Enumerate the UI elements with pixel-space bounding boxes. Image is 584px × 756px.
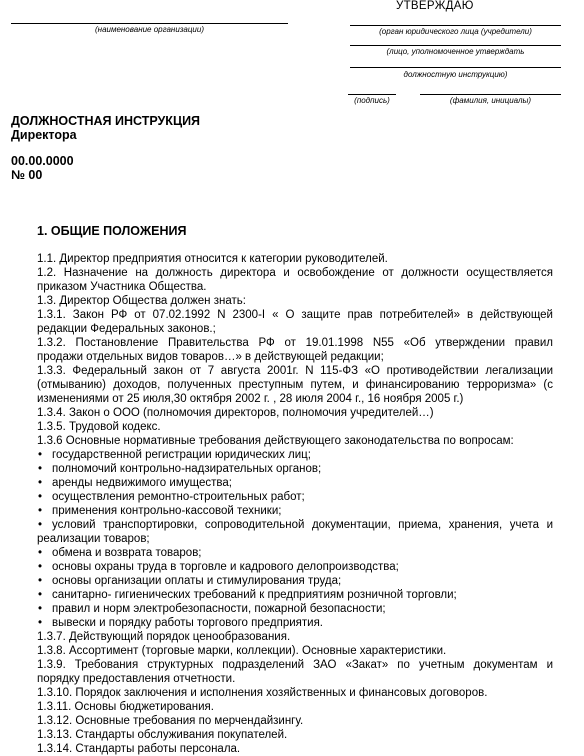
bullet-item: • правил и норм электробезопасности, пожарной безопасности; [37, 602, 553, 616]
approver-caption-1: (орган юридического лица (учредители) [379, 27, 532, 36]
bullet-item: • государственной регистрации юридических лиц; [37, 448, 553, 462]
approver-line-2 [350, 45, 561, 46]
bullet-item: • осуществления ремонтно-строительных работ; [37, 490, 553, 504]
org-name-line [11, 23, 288, 24]
clause-1-3-1: 1.3.1. Закон РФ от 07.02.1992 N 2300-I « О защите прав потребителей» в действующей [37, 309, 553, 321]
clause-1-3-12: 1.3.12. Основные требования по мерчендайзингу. [37, 715, 304, 727]
bullet-item: • вывески и порядку работы торгового предприятия. [37, 616, 553, 630]
approver-line-1 [350, 25, 561, 26]
clause-1-2: 1.2. Назначение на должность директора и освобождение от должности осуществляется [37, 267, 553, 279]
bullet-item: • полномочий контрольно-надзирательных органов; [37, 462, 553, 476]
doc-number: № 00 [11, 168, 43, 182]
approver-caption-3: должностную инструкцию) [403, 70, 508, 79]
clause-1-1: 1.1. Директор предприятия относится к категории руководителей. [37, 253, 388, 265]
clause-1-3: 1.3. Директор Общества должен знать: [37, 295, 246, 307]
clause-1-3-3-cont: (отмыванию) доходов, полученных преступным путем, и финансированию терроризма» (с [37, 379, 553, 391]
clause-1-3-11: 1.3.11. Основы бюджетирования. [37, 701, 214, 713]
clause-1-3-7: 1.3.7. Действующий порядок ценообразования. [37, 631, 291, 643]
bullet-item: • санитарно- гигиенических требований к предприятиям розничной торговли; [37, 588, 553, 602]
approver-line-3 [350, 67, 561, 68]
clause-1-3-14: 1.3.14. Стандарты работы персонала. [37, 743, 241, 755]
clause-1-3-4: 1.3.4. Закон о ООО (полномочия директоров, полномочия учредителей…) [37, 407, 434, 419]
clause-1-3-13: 1.3.13. Стандарты обслуживания покупателей. [37, 729, 288, 741]
name-initials-line [420, 94, 561, 95]
org-name-caption: (наименование организации) [95, 25, 204, 34]
clause-1-3-6: 1.3.6 Основные нормативные требования действующего законодательства по вопросам: [37, 435, 514, 447]
doc-date: 00.00.0000 [11, 154, 74, 168]
clause-1-3-3-cont2: изменениями от 25 июля,30 октября 2002 г. , 28 июля 2004 г., 16 ноября 2005 г.) [37, 393, 464, 405]
approve-label: УТВЕРЖДАЮ [396, 0, 474, 12]
bullet-item: • аренды недвижимого имущества; [37, 476, 553, 490]
doc-title: ДОЛЖНОСТНАЯ ИНСТРУКЦИЯ [11, 114, 201, 128]
approver-caption-2: (лицо, уполномоченное утверждать [386, 47, 525, 56]
bullet-item: • основы организации оплаты и стимулирования труда; [37, 574, 553, 588]
document-body [37, 252, 553, 756]
bullet-item: • применения контрольно-кассовой техники; [37, 504, 553, 518]
signature-line [348, 94, 396, 95]
clause-1-3-9-cont: порядку предоставления отчетности. [37, 673, 236, 685]
clause-1-3-3: 1.3.3. Федеральный закон от 7 августа 2001г. N 115-ФЗ «О противодействии легализации [37, 365, 553, 377]
signature-caption: (подпись) [354, 96, 390, 105]
section-heading: 1. ОБЩИЕ ПОЛОЖЕНИЯ [37, 224, 187, 238]
doc-subtitle: Директора [11, 128, 77, 142]
clause-1-3-5: 1.3.5. Трудовой кодекс. [37, 421, 161, 433]
clause-1-2-cont: приказом Участника Общества. [37, 281, 207, 293]
clause-1-3-2: 1.3.2. Постановление Правительства РФ от 19.01.1998 N55 «Об утверждении правил [37, 337, 553, 349]
clause-1-3-10: 1.3.10. Порядок заключения и исполнения хозяйственных и финансовых договоров. [37, 687, 488, 699]
clause-1-3-8: 1.3.8. Ассортимент (торговые марки, коллекции). Основные характеристики. [37, 645, 447, 657]
clause-1-3-1-cont: редакции Федеральных законов.; [37, 323, 216, 335]
clause-1-3-9: 1.3.9. Требования структурных подразделений ЗАО «Закат» по учетным документам и [37, 659, 553, 671]
bullet-item: • основы охраны труда в торговле и кадрового делопроизводства; [37, 560, 553, 574]
bullet-item-cont: реализации товаров; [37, 533, 150, 545]
bullet-item: • обмена и возврата товаров; [37, 546, 553, 560]
clause-1-3-2-cont: продажи отдельных видов товаров…» в действующей редакции; [37, 351, 384, 363]
name-initials-caption: (фамилия, инициалы) [449, 96, 532, 105]
bullet-item: • условий транспортировки, сопроводительной документации, приема, хранения, учета и [37, 518, 553, 532]
